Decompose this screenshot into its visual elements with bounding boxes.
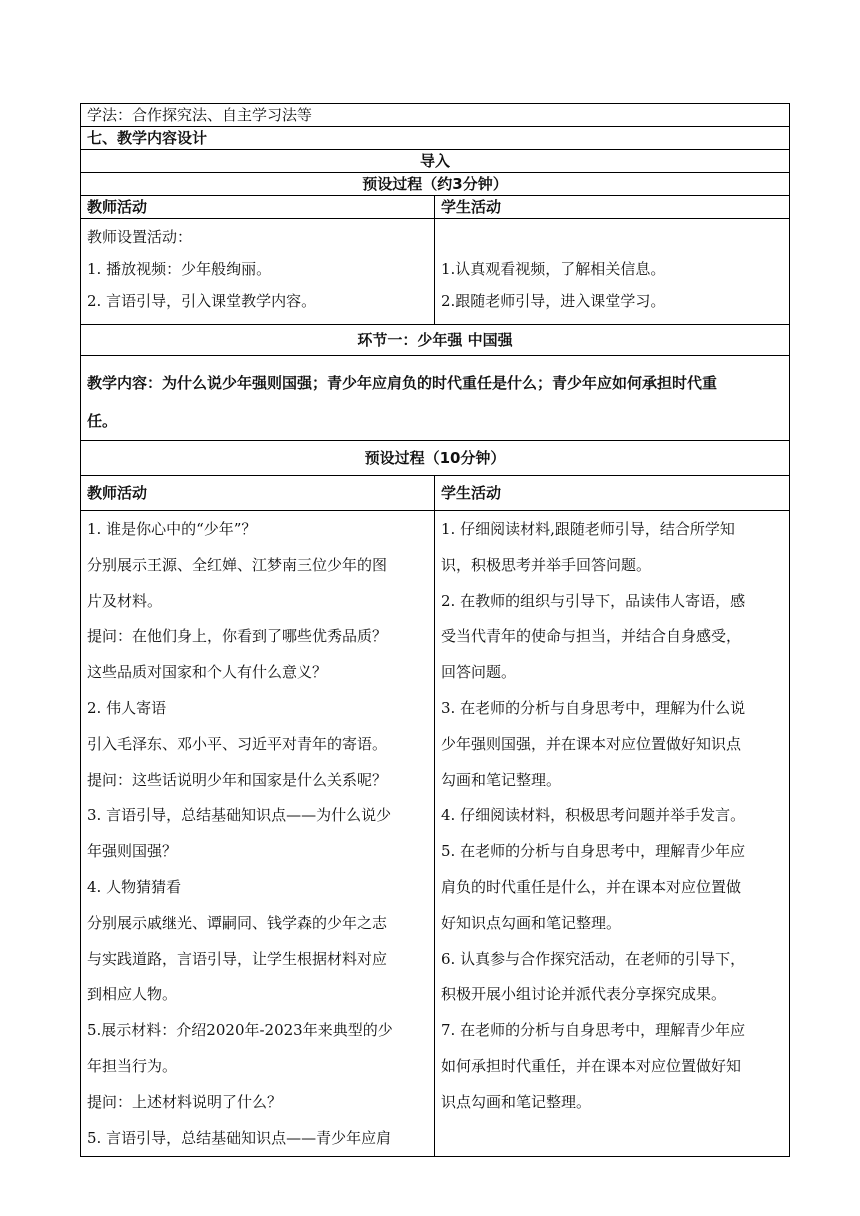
intro-title: 导入 bbox=[81, 150, 790, 173]
section1-content-row bbox=[81, 356, 790, 441]
section1-teacher-line: 提问：这些话说明少年和国家是什么关系呢？ bbox=[87, 770, 388, 789]
intro-process: 预设过程（约3分钟） bbox=[81, 173, 790, 196]
intro-teacher-line: 教师设置活动： bbox=[87, 228, 193, 246]
intro-student-line: 1.认真观看视频，了解相关信息。 bbox=[441, 260, 666, 278]
section-title: 七、教学内容设计 bbox=[81, 127, 790, 150]
section1-teacher-line: 1. 谁是你心中的“少年”？ bbox=[87, 520, 257, 538]
section1-teacher-line: 与实践道路，言语引导，让学生根据材料对应 bbox=[87, 949, 388, 968]
intro-teacher-line: 2. 言语引导，引入课堂教学内容。 bbox=[87, 292, 317, 310]
section1-process: 预设过程（10分钟） bbox=[81, 441, 790, 476]
section1-teacher-line: 片及材料。 bbox=[87, 591, 163, 610]
intro-teacher-header: 教师活动 bbox=[81, 196, 435, 219]
section1-student-line: 4. 仔细阅读材料，积极思考问题并举手发言。 bbox=[441, 806, 746, 825]
intro-header-row bbox=[81, 196, 790, 219]
section1-student-header: 学生活动 bbox=[435, 476, 790, 511]
section1-student-line: 如何承担时代重任，并在课本对应位置做好知 bbox=[441, 1056, 742, 1075]
intro-student-activity bbox=[435, 219, 790, 325]
section1-teacher-line: 5. 言语引导，总结基础知识点——青少年应肩 bbox=[87, 1128, 392, 1147]
section-title-row bbox=[81, 127, 790, 150]
section1-title-row bbox=[81, 325, 790, 356]
section1-student-line: 勾画和笔记整理。 bbox=[441, 770, 562, 789]
section1-content-line: 任。 bbox=[87, 412, 118, 430]
section1-teacher-line: 提问：在他们身上，你看到了哪些优秀品质？ bbox=[87, 627, 388, 646]
section1-content-line: 教学内容：为什么说少年强则国强；青少年应肩负的时代重任是什么；青少年应如何承担时代重 bbox=[87, 374, 718, 392]
section1-student-line: 5. 在老师的分析与自身思考中，理解青少年应 bbox=[441, 842, 746, 861]
section1-student-line: 7. 在老师的分析与自身思考中，理解青少年应 bbox=[441, 1021, 746, 1040]
section1-student-line: 识点勾画和笔记整理。 bbox=[441, 1092, 592, 1111]
section1-content bbox=[81, 356, 790, 441]
study-method-row bbox=[81, 104, 790, 127]
study-method-cell: 学法：合作探究法、自主学习法等 bbox=[81, 104, 790, 127]
section1-student-line: 2. 在教师的组织与引导下，品读伟人寄语，感 bbox=[441, 591, 746, 610]
section1-teacher-line: 4. 人物猜猜看 bbox=[87, 877, 182, 896]
section1-teacher-line: 年担当行为。 bbox=[87, 1056, 178, 1075]
section1-student-line: 好知识点勾画和笔记整理。 bbox=[441, 913, 622, 932]
document-page bbox=[80, 103, 789, 1157]
intro-process-row bbox=[81, 173, 790, 196]
section1-header-row bbox=[81, 476, 790, 511]
intro-student-header: 学生活动 bbox=[435, 196, 790, 219]
section1-activity-row bbox=[81, 511, 790, 1157]
lesson-plan-table bbox=[80, 103, 790, 1157]
intro-teacher-activity bbox=[81, 219, 435, 325]
section1-teacher-line: 分别展示戚继光、谭嗣同、钱学森的少年之志 bbox=[87, 913, 388, 932]
section1-student-line: 识，积极思考并举手回答问题。 bbox=[441, 555, 652, 574]
section1-student-line: 受当代青年的使命与担当，并结合自身感受， bbox=[441, 627, 742, 646]
section1-teacher-line: 年强则国强？ bbox=[87, 842, 178, 861]
section1-teacher-line: 引入毛泽东、邓小平、习近平对青年的寄语。 bbox=[87, 734, 388, 753]
section1-teacher-line: 分别展示王源、全红婵、江梦南三位少年的图 bbox=[87, 555, 388, 574]
section1-process-row bbox=[81, 441, 790, 476]
section1-teacher-line: 提问：上述材料说明了什么？ bbox=[87, 1092, 283, 1111]
section1-student-line: 肩负的时代重任是什么，并在课本对应位置做 bbox=[441, 877, 742, 896]
section1-teacher-line: 这些品质对国家和个人有什么意义？ bbox=[87, 663, 328, 682]
section1-student-line: 少年强则国强，并在课本对应位置做好知识点 bbox=[441, 734, 742, 753]
section1-student-line: 6. 认真参与合作探究活动，在老师的引导下， bbox=[441, 949, 746, 968]
section1-student-line: 3. 在老师的分析与自身思考中，理解为什么说 bbox=[441, 698, 746, 717]
section1-teacher-line: 3. 言语引导，总结基础知识点——为什么说少 bbox=[87, 806, 392, 825]
section1-teacher-activity bbox=[81, 511, 435, 1157]
intro-title-row bbox=[81, 150, 790, 173]
section1-student-line: 积极开展小组讨论并派代表分享探究成果。 bbox=[441, 985, 727, 1004]
section1-teacher-line: 2. 伟人寄语 bbox=[87, 698, 167, 717]
section1-teacher-header: 教师活动 bbox=[81, 476, 435, 511]
section1-student-activity bbox=[435, 511, 790, 1157]
intro-student-line: 2.跟随老师引导，进入课堂学习。 bbox=[441, 292, 666, 310]
section1-student-line: 回答问题。 bbox=[441, 663, 517, 682]
intro-teacher-line: 1. 播放视频：少年般绚丽。 bbox=[87, 260, 272, 278]
intro-activity-row bbox=[81, 219, 790, 325]
section1-student-line: 1. 仔细阅读材料,跟随老师引导，结合所学知 bbox=[441, 520, 735, 538]
section1-title: 环节一：少年强 中国强 bbox=[81, 325, 790, 356]
section1-teacher-line: 到相应人物。 bbox=[87, 985, 178, 1004]
section1-teacher-line: 5.展示材料：介绍2020年-2023年来典型的少 bbox=[87, 1021, 393, 1040]
